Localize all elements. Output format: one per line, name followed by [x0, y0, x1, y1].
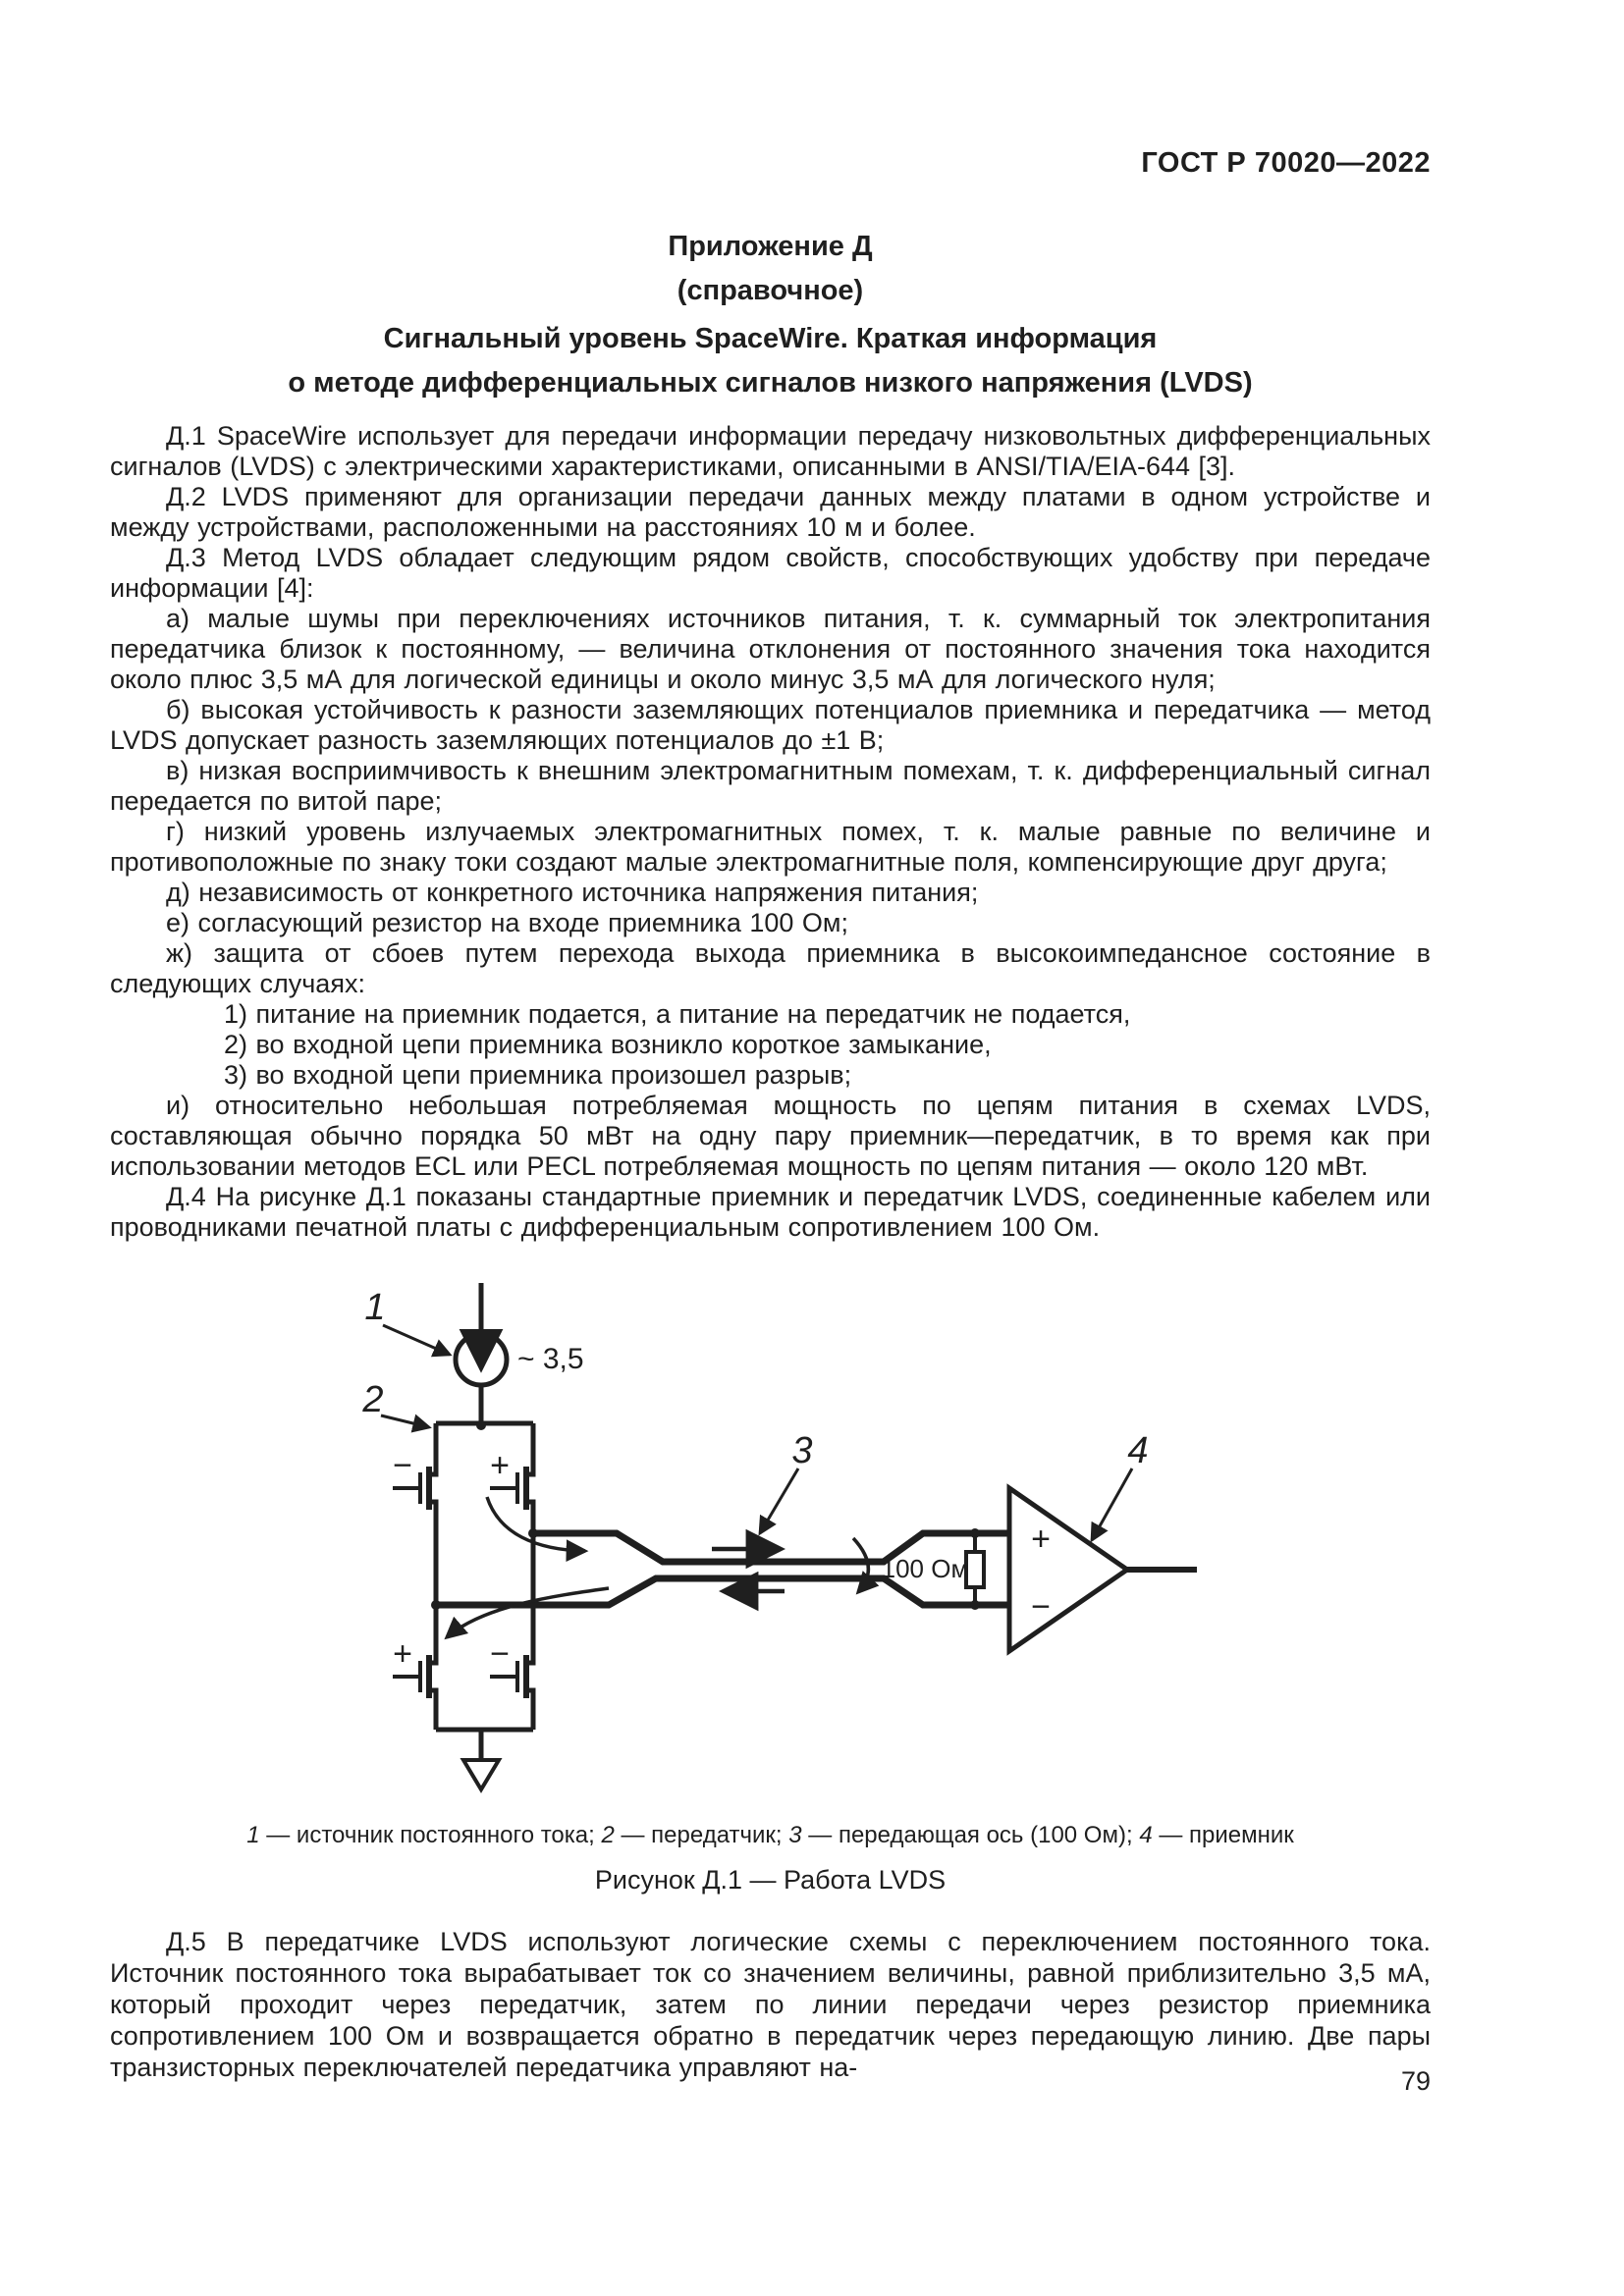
appendix-heading — [110, 225, 1431, 313]
appendix-title-line2: о методе дифференциальных сигналов низкого напряжения (LVDS) — [288, 367, 1253, 399]
caption-callout-number: 3 — [788, 1822, 802, 1848]
resistor-value-label: 100 Ом — [881, 1554, 969, 1583]
paragraph: и) относительно небольшая потребляемая мощность по цепям питания в схемах LVDS, составляющая обычно порядка 50 мВт на одну пару приемник—передатчик, в то время как при использовании методов ECL или PECL потребляемая мощность по цепям питания — около 120 мВт. — [110, 1091, 1431, 1181]
paragraph: г) низкий уровень излучаемых электромагнитных помех, т. к. малые равные по величине и противоположные по знаку токи создают малые электромагнитные поля, компенсирующие друг друга; — [110, 817, 1431, 877]
figure-d1 — [236, 1256, 1414, 1845]
paragraph: д) независимость от конкретного источника напряжения питания; — [166, 878, 979, 907]
current-loop-arrow-bottom — [447, 1588, 609, 1637]
caption-callout-number: 2 — [601, 1822, 615, 1848]
appendix-kind: (справочное) — [677, 275, 864, 306]
callout-3-leader — [760, 1468, 798, 1533]
lvds-circuit-diagram — [236, 1256, 1414, 1845]
appendix-title — [110, 317, 1431, 405]
paragraph: Д.3 Метод LVDS обладает следующим рядом свойств, способствующих удобству при передаче информации [4]: — [110, 543, 1431, 603]
paragraph: Д.4 На рисунке Д.1 показаны стандартные приемник и передатчик LVDS, соединенные кабелем или проводниками печатной платы с дифференциальным сопротивлением 100 Ом. — [110, 1182, 1431, 1242]
figure-caption — [110, 1822, 1431, 1849]
callout-3: 3 — [791, 1430, 813, 1471]
paragraph: ж) защита от сбоев путем перехода выхода приемника в высокоимпедансное состояние в следующих случаях: — [110, 938, 1431, 998]
caption-text: — источник постоянного тока; — [259, 1822, 602, 1848]
caption-callout-number: 4 — [1139, 1822, 1153, 1848]
transmitter-box — [393, 1420, 538, 1730]
ground-symbol — [463, 1730, 499, 1789]
sign-top-left: − — [393, 1447, 412, 1484]
paragraph: Д.2 LVDS применяют для организации передачи данных между платами в одном устройстве и между устройствами, расположенными на расстояниях 10 м и более. — [110, 482, 1431, 542]
sign-top-right: + — [490, 1447, 510, 1484]
caption-text: — передающая ось (100 Ом); — [801, 1822, 1140, 1848]
callout-2: 2 — [362, 1379, 384, 1420]
caption-text: — передатчик; — [614, 1822, 789, 1848]
callout-4-leader — [1092, 1468, 1132, 1540]
page-number: 79 — [1400, 2066, 1431, 2096]
current-source-symbol — [456, 1334, 507, 1423]
paragraph: б) высокая устойчивость к разности заземляющих потенциалов приемника и передатчика — метод LVDS допускает разность заземляющих потенциалов до ±1 В; — [110, 695, 1431, 755]
paragraph: 2) во входной цепи приемника возникло короткое замыкание, — [224, 1030, 992, 1059]
sign-bottom-left: + — [393, 1635, 412, 1673]
appendix-title-line1: Сигнальный уровень SpaceWire. Краткая информация — [383, 323, 1158, 354]
appendix-label: Приложение Д — [668, 231, 873, 262]
caption-text: — приемник — [1152, 1822, 1294, 1848]
paragraph: 1) питание на приемник подается, а питание на передатчик не подается, — [224, 999, 1131, 1029]
current-value-label: ~ 3,5 — [517, 1343, 584, 1375]
paragraph: в) низкая восприимчивость к внешним электромагнитным помехам, т. к. дифференциальный сигнал передается по витой паре; — [110, 756, 1431, 816]
caption-callout-number: 1 — [246, 1822, 260, 1848]
sign-bottom-right: − — [490, 1635, 510, 1673]
receiver-minus: − — [1031, 1588, 1051, 1626]
receiver-triangle — [1009, 1488, 1197, 1651]
receiver-plus: + — [1031, 1521, 1051, 1558]
callout-2-leader — [381, 1415, 429, 1427]
paragraph: е) согласующий резистор на входе приемника 100 Ом; — [166, 908, 848, 937]
callout-4: 4 — [1127, 1430, 1149, 1471]
termination-resistor — [966, 1528, 984, 1610]
body-text — [110, 421, 1431, 1243]
current-loop-arrow-top — [487, 1497, 585, 1551]
paragraph: а) малые шумы при переключениях источников питания, т. к. суммарный ток электропитания передатчика близок к постоянному, — величина отклонения от постоянного значения тока находится около плюс 3,5 мА для логической единицы и около минус 3,5 мА для логического нуля; — [110, 604, 1431, 694]
paragraph: 3) во входной цепи приемника произошел разрыв; — [224, 1060, 852, 1090]
standard-reference: ГОСТ Р 70020—2022 — [1141, 147, 1431, 179]
paragraph: Д.1 SpaceWire использует для передачи информации передачу низковольтных дифференциальных сигналов (LVDS) с электрическими характеристиками, описанными в ANSI/TIA/EIA-644 [3]. — [110, 421, 1431, 481]
figure-title: Рисунок Д.1 — Работа LVDS — [594, 1865, 947, 1895]
paragraph-d5: Д.5 В передатчике LVDS используют логические схемы с переключением постоянного тока. Источник постоянного тока вырабатывает ток со значением величины, равной приблизительно 3,5 мА, который проходит через передатчик, затем по линии передачи через резистор приемника сопротивлением 100 Ом и возвращается обратно в передатчик через передающую линию. Две пары транзисторных переключателей передатчика управляют на- — [110, 1927, 1431, 2082]
callout-1: 1 — [364, 1287, 386, 1328]
node-supply — [476, 1420, 486, 1430]
callout-1-leader — [383, 1325, 450, 1355]
